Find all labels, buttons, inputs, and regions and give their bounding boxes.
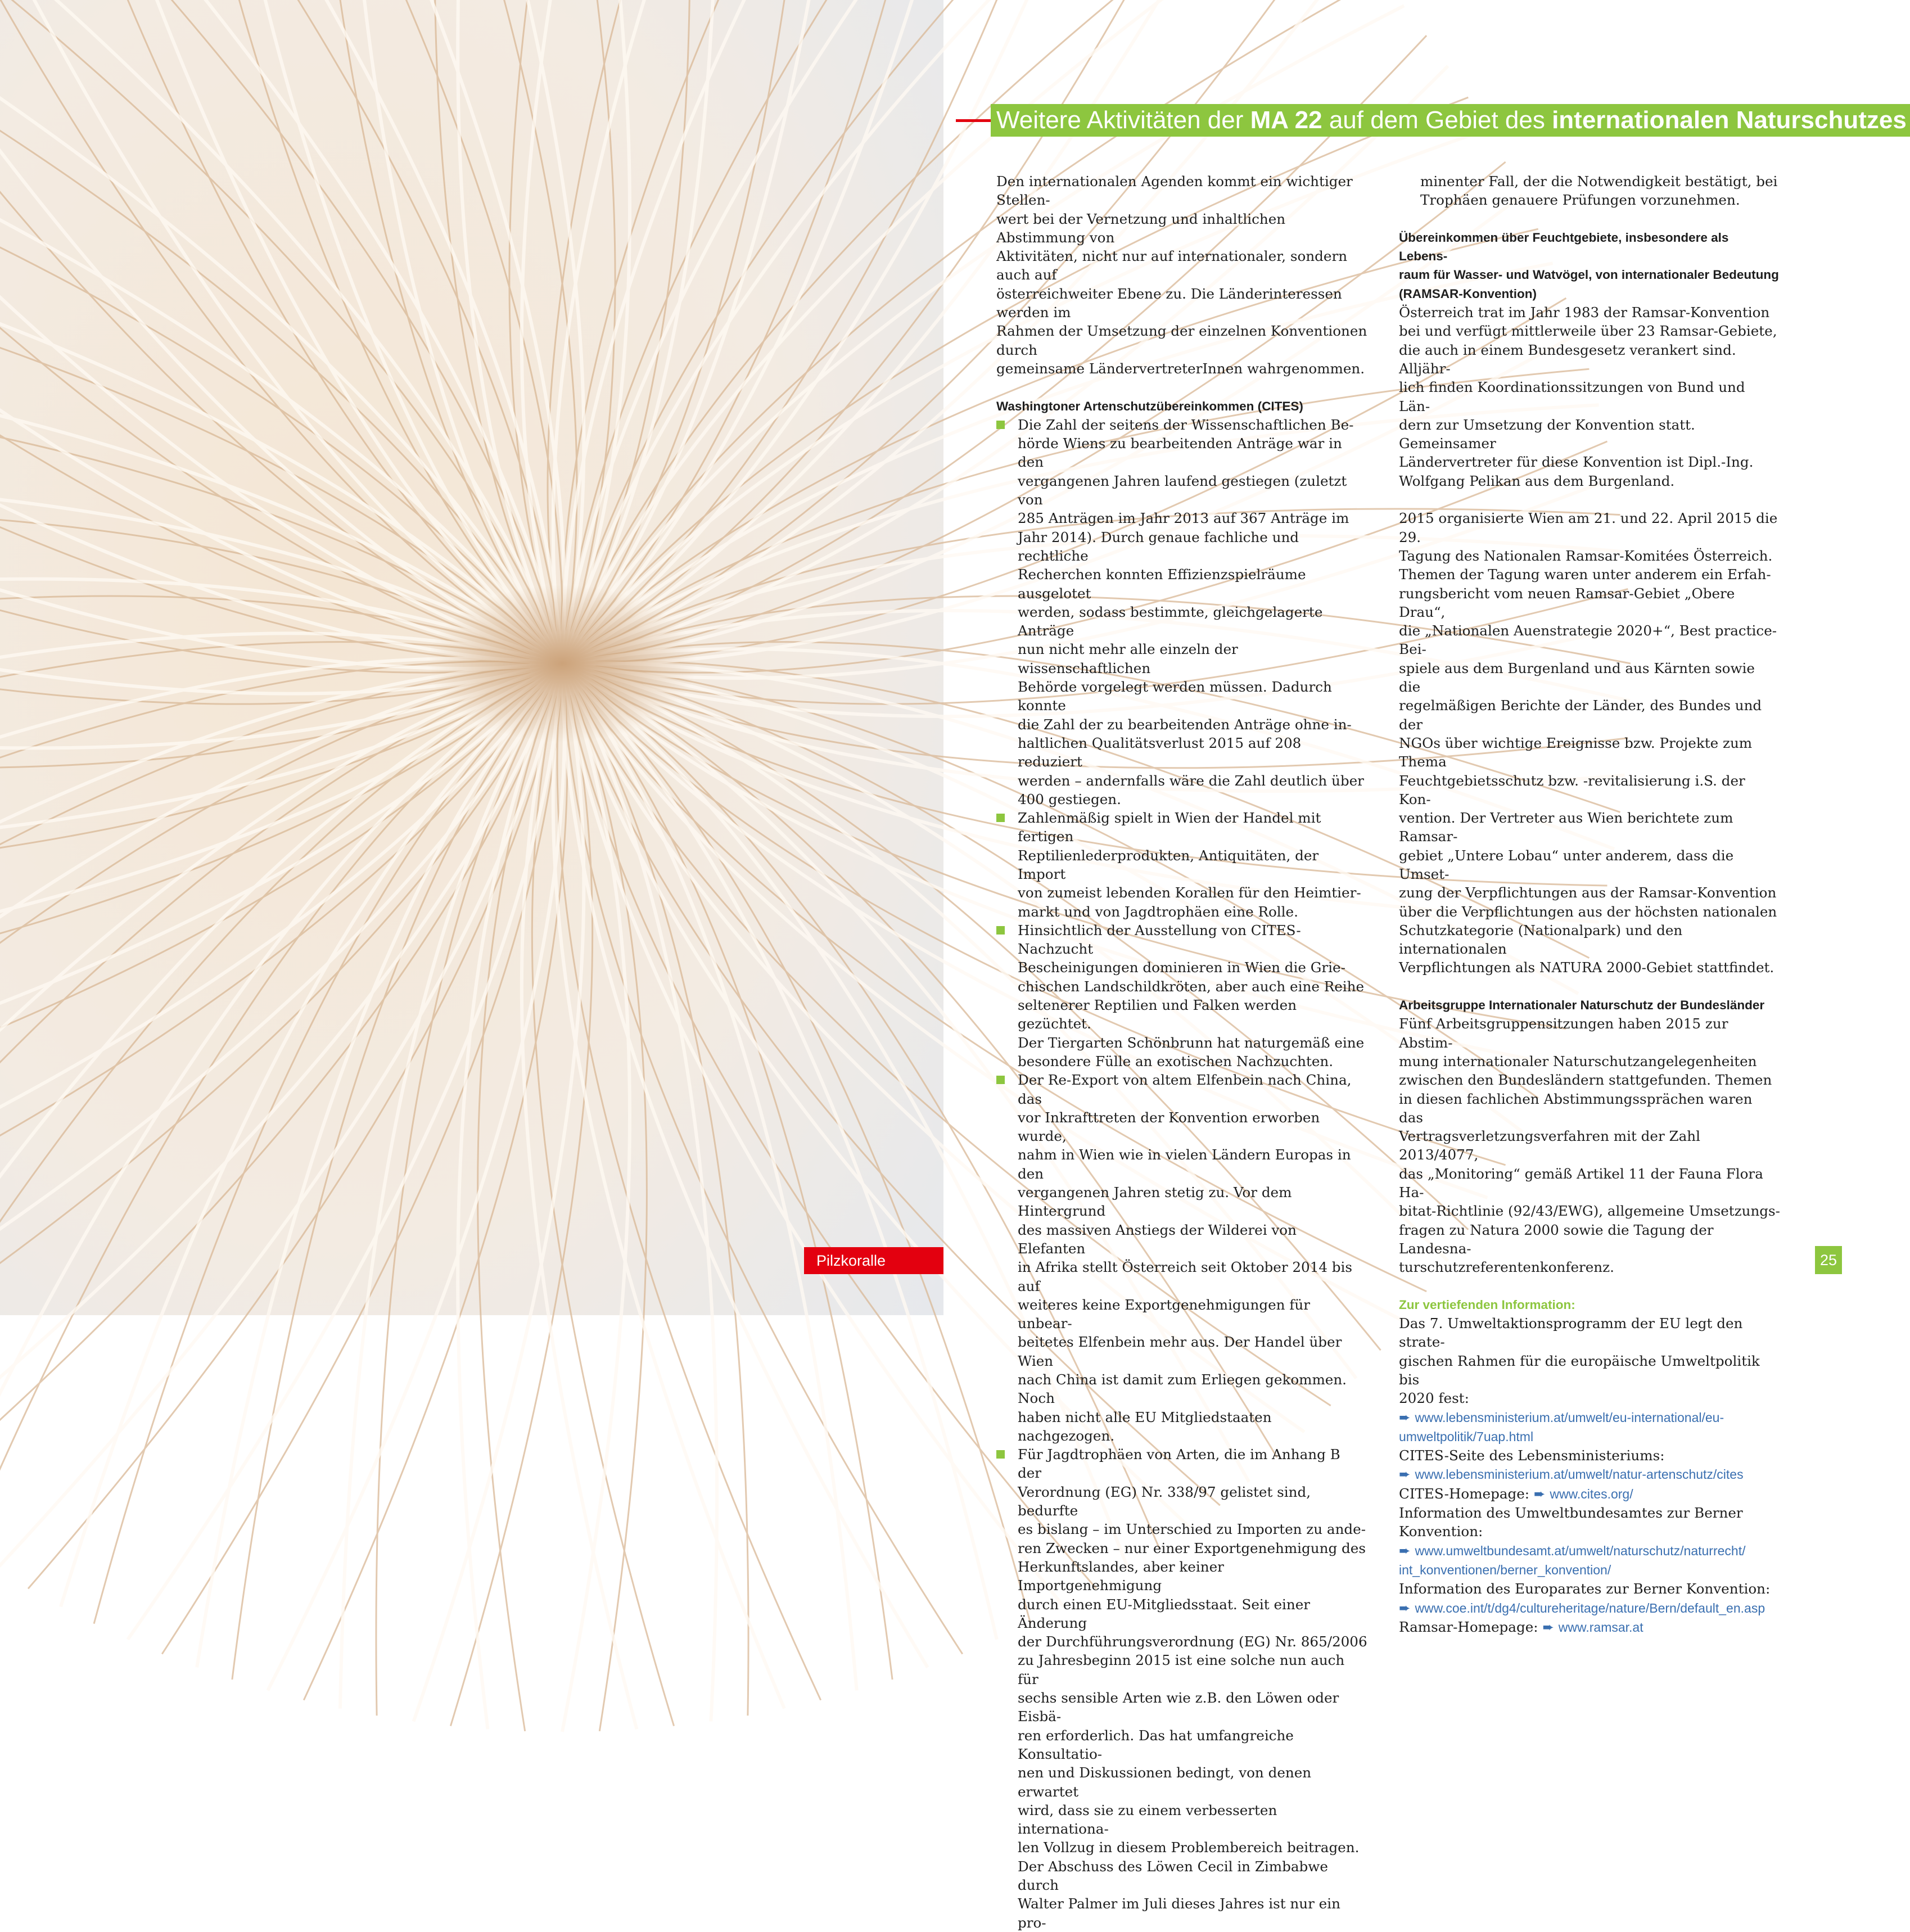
text-line: werden – andernfalls wäre die Zahl deutlich über [1018,772,1364,789]
text-line: rungsbericht vom neuen Ramsar-Gebiet „Obere Drau“, [1399,585,1735,620]
text-line: Themen der Tagung waren unter anderem ein Erfah- [1399,566,1771,583]
cites-label: CITES-Seite des Lebensministeriums: [1399,1447,1665,1464]
heading-line: (RAMSAR-Konvention) [1399,286,1537,301]
text-line: Aktivitäten, nicht nur auf internationaler, sondern auch auf [996,248,1348,283]
link-ramsar[interactable]: www.ramsar.at [1558,1619,1643,1635]
cites-bullet-item [996,809,1367,921]
text-line: gemeinsame LändervertreterInnen wahrgenommen. [996,360,1365,377]
cites-home-label: CITES-Homepage: [1399,1485,1534,1502]
arrow-icon: ➨ [1399,1466,1411,1483]
arbeitsgruppe-paragraph [1399,1014,1780,1276]
arrow-icon: ➨ [1399,1599,1411,1616]
text-line: fragen zu Natura 2000 sowie die Tagung der Landesna- [1399,1221,1714,1257]
text-line: Zahlenmäßig spielt in Wien der Handel mit fertigen [1018,810,1321,845]
ramsar-home-line [1399,1618,1780,1637]
text-line: vergangenen Jahren laufend gestiegen (zuletzt von [1018,472,1347,508]
text-line: nen und Diskussionen bedingt, von denen erwartet [1018,1764,1312,1800]
text-line: Feuchtgebietsschutz bzw. -revitalisierung i.S. der Kon- [1399,772,1745,807]
link-line [1399,1427,1780,1446]
arbeitsgruppe-heading: Arbeitsgruppe Internationaler Naturschutz der Bundesländer [1399,998,1765,1013]
text-line: Wolfgang Pelikan aus dem Burgenland. [1399,472,1675,489]
text-line: zu Jahresbeginn 2015 ist eine solche nun auch für [1018,1652,1345,1687]
text-line: Den internationalen Agenden kommt ein wichtiger Stellen- [996,173,1353,209]
cites-home-line [1399,1484,1780,1504]
arrow-icon: ➨ [1399,1409,1411,1425]
text-line: nach China ist damit zum Erliegen gekommen. Noch [1018,1371,1347,1407]
link-umweltbundesamt-cont[interactable]: int_konventionen/berner_konvention/ [1399,1562,1611,1577]
text-line: die auch in einem Bundesgesetz verankert sind. Alljähr- [1399,341,1736,377]
text-line: Hinsichtlich der Ausstellung von CITES-Nachzucht [1018,922,1301,958]
page-number: 25 [1815,1246,1842,1274]
cites-bullet-item [996,1445,1367,1932]
text-line: bei und verfügt mittlerweile über 23 Ramsar-Gebiete, [1399,323,1777,340]
photo-caption: Pilzkoralle [804,1247,943,1274]
text-line: Der Tiergarten Schönbrunn hat naturgemäß eine [1018,1034,1365,1051]
text-line: mung internationaler Naturschutzangelegenheiten [1399,1053,1757,1069]
text-line: bitat-Richtlinie (92/43/EWG), allgemeine Umsetzungs- [1399,1203,1780,1220]
link-coe[interactable]: www.coe.int/t/dg4/cultureheritage/nature/Bern/default_en.asp [1415,1600,1765,1615]
text-line: Tagung des Nationalen Ramsar-Komitées Österreich. [1399,547,1773,564]
text-line: len Vollzug in diesem Problembereich beitragen. [1018,1839,1360,1856]
cites-heading: Washingtoner Artenschutzübereinkommen (CITES) [996,399,1303,413]
cites-bullet-item [996,1071,1367,1445]
text-line: besondere Fülle an exotischen Nachzuchten. [1018,1053,1334,1069]
info-heading: Zur vertiefenden Information: [1399,1297,1575,1312]
text-line: gischen Rahmen für die europäische Umweltpolitik bis [1399,1352,1760,1388]
text-line: des massiven Anstiegs der Wilderei von Elefanten [1018,1221,1297,1257]
text-line: das „Monitoring“ gemäß Artikel 11 der Fauna Flora Ha- [1399,1165,1763,1201]
text-line: der Durchführungsverordnung (EG) Nr. 865/2006 [1018,1633,1367,1650]
heading-bold-ma22: MA 22 [1250,106,1322,134]
heading-text: Weitere Aktivitäten der [996,106,1250,134]
text-line: durch einen EU-Mitgliedsstaat. Seit einer Änderung [1018,1596,1311,1631]
link-line [1399,1541,1780,1560]
arrow-icon: ➨ [1542,1618,1554,1635]
text-line: Für Jagdtrophäen von Arten, die im Anhang B der [1018,1446,1340,1482]
text-line: seltenerer Reptilien und Falken werden gezüchtet. [1018,997,1297,1032]
text-line: nun nicht mehr alle einzeln der wissenschaftlichen [1018,641,1238,676]
coral-illustration [0,0,943,1315]
text-line: Österreich trat im Jahr 1983 der Ramsar-Konvention [1399,304,1770,321]
berner-label: Information des Umweltbundesamtes zur Berner Konvention: [1399,1505,1743,1540]
link-lebensministerium-cites[interactable]: www.lebensministerium.at/umwelt/natur-artenschutz/cites [1415,1467,1744,1482]
arrow-icon: ➨ [1533,1485,1546,1502]
text-line: spiele aus dem Burgenland und aus Kärnten sowie die [1399,660,1755,696]
text-line: lich finden Koordinationssitzungen von Bund und Län- [1399,379,1745,414]
text-column-right [1399,172,1780,1637]
text-line: österreichweiter Ebene zu. Die Länderinteressen werden im [996,285,1342,321]
ramsar-paragraph-1 [1399,303,1780,490]
text-line: Vertragsverletzungsverfahren mit der Zahl 2013/4077, [1399,1128,1700,1163]
text-line: Behörde vorgelegt werden müssen. Dadurch konnte [1018,679,1332,714]
europarat-label: Information des Europarates zur Berner Konvention: [1399,1581,1771,1597]
text-line: chischen Landschildkröten, aber auch eine Reihe [1018,978,1365,995]
coral-photo [0,0,943,1315]
text-line: vention. Der Vertreter aus Wien berichtete zum Ramsar- [1399,810,1733,845]
text-line: über die Verpflichtungen aus der höchsten nationalen [1399,903,1777,920]
text-line: Verordnung (EG) Nr. 338/97 gelistet sind, bedurfte [1018,1483,1311,1519]
link-cites-org[interactable]: www.cites.org/ [1550,1486,1633,1501]
text-line: ren Zwecken – nur einer Exportgenehmigung des [1018,1540,1366,1556]
text-line: Ländervertreter für diese Konvention ist Dipl.-Ing. [1399,454,1754,471]
text-line: die Zahl der zu bearbeitenden Anträge ohne in- [1018,716,1352,733]
text-line: Verpflichtungen als NATURA 2000-Gebiet stattfindet. [1399,959,1774,976]
text-line: 400 gestiegen. [1018,791,1121,807]
text-line: Die Zahl der seitens der Wissenschaftlichen Be- [1018,416,1354,433]
text-line: vergangenen Jahren stetig zu. Vor dem Hintergrund [1018,1184,1292,1220]
text-line: vor Inkrafttreten der Konvention erworben wurde, [1018,1109,1320,1145]
ramsar-paragraph-2 [1399,509,1780,977]
text-line: es bislang – im Unterschied zu Importen zu ande- [1018,1521,1366,1538]
text-line: werden, sodass bestimmte, gleichgelagerte Anträge [1018,603,1323,639]
link-line [1399,1465,1780,1484]
text-line: turschutzreferentenkonferenz. [1399,1259,1614,1276]
text-line: 285 Anträgen im Jahr 2013 auf 367 Anträge im [1018,510,1349,527]
text-line: wert bei der Vernetzung und inhaltlichen Abstimmung von [996,210,1286,246]
link-7uap[interactable]: www.lebensministerium.at/umwelt/eu-international/eu- [1415,1410,1724,1425]
text-line: regelmäßigen Berichte der Länder, des Bundes und der [1399,697,1762,733]
text-line: dern zur Umsetzung der Konvention statt. Gemeinsamer [1399,416,1695,452]
text-line: Recherchen konnten Effizienzspielräume ausgelotet [1018,566,1306,602]
text-line: Das 7. Umweltaktionsprogramm der EU legt den strate- [1399,1315,1743,1351]
link-7uap-cont[interactable]: umweltpolitik/7uap.html [1399,1429,1534,1444]
text-line: Herkunftslandes, aber keiner Importgenehmigung [1018,1558,1224,1594]
text-line: die „Nationalen Auenstrategie 2020+“, Best practice-Bei- [1399,622,1777,658]
link-line [1399,1560,1780,1579]
text-line: wird, dass sie zu einem verbesserten internationa- [1018,1802,1277,1838]
link-line [1399,1599,1780,1618]
text-line: sechs sensible Arten wie z.B. den Löwen oder Eisbä- [1018,1690,1339,1725]
text-line: nahm in Wien wie in vielen Ländern Europas in den [1018,1146,1351,1182]
text-column-left [996,172,1367,1932]
text-line: 2020 fest: [1399,1390,1469,1407]
heading-text: auf dem Gebiet des [1322,106,1552,134]
text-line: in diesen fachlichen Abstimmungssprächen waren das [1399,1090,1753,1126]
link-umweltbundesamt[interactable]: www.umweltbundesamt.at/umwelt/naturschutz/naturrecht/ [1415,1543,1746,1558]
continuation-paragraph [1399,172,1780,210]
text-line: gebiet „Untere Lobau“ unter anderem, dass die Umset- [1399,847,1734,882]
text-line: markt und von Jagdtrophäen eine Rolle. [1018,903,1298,920]
heading-line: raum für Wasser- und Watvögel, von internationaler Bedeutung [1399,268,1779,282]
text-line: minenter Fall, der die Notwendigkeit bestätigt, bei [1420,173,1778,189]
text-line: Schutzkategorie (Nationalpark) und den internationalen [1399,922,1683,958]
ramsar-heading [1399,228,1780,303]
text-line: Bescheinigungen dominieren in Wien die Grie- [1018,959,1345,976]
heading-bold-topic: internationalen Naturschutzes [1552,106,1907,134]
intro-paragraph [996,172,1367,378]
text-line: 2015 organisierte Wien am 21. und 22. April 2015 die 29. [1399,510,1778,545]
text-line: beitetes Elfenbein mehr aus. Der Handel über Wien [1018,1334,1342,1369]
text-line: Fünf Arbeitsgruppensitzungen haben 2015 zur Abstim- [1399,1015,1728,1051]
text-line: von zumeist lebenden Korallen für den Heimtier- [1018,884,1361,901]
ramsar-home-label: Ramsar-Homepage: [1399,1618,1543,1635]
text-line: zwischen den Bundesländern stattgefunden. Themen [1399,1072,1772,1089]
text-line: weiteres keine Exportgenehmigungen für unbear- [1018,1296,1310,1332]
text-line: Rahmen der Umsetzung der einzelnen Konventionen durch [996,323,1367,358]
arrow-icon: ➨ [1399,1542,1411,1559]
text-line: zung der Verpflichtungen aus der Ramsar-Konvention [1399,884,1777,901]
cites-bullet-list [996,416,1367,1932]
text-line: hörde Wiens zu bearbeitenden Anträge war in den [1018,435,1342,471]
link-line [1399,1408,1780,1427]
text-line: Walter Palmer im Juli dieses Jahres ist nur ein pro- [1018,1895,1340,1931]
text-line: Der Re-Export von altem Elfenbein nach China, das [1018,1072,1352,1107]
text-line: in Afrika stellt Österreich seit Oktober 2014 bis auf [1018,1259,1353,1294]
text-line: haltlichen Qualitätsverlust 2015 auf 208 reduziert [1018,734,1302,770]
cites-bullet-item [996,921,1367,1071]
text-line: NGOs über wichtige Ereignisse bzw. Projekte zum Thema [1399,734,1753,770]
info-paragraph [1399,1314,1780,1407]
text-line: Der Abschuss des Löwen Cecil in Zimbabwe durch [1018,1858,1328,1894]
section-heading [991,104,1910,137]
text-line: Trophäen genauere Prüfungen vorzunehmen. [1420,192,1740,209]
cites-bullet-item [996,416,1367,809]
text-line: haben nicht alle EU Mitgliedstaaten nachgezogen. [1018,1409,1272,1444]
text-line: ren erforderlich. Das hat umfangreiche Konsultatio- [1018,1727,1294,1762]
heading-line: Übereinkommen über Feuchtgebiete, insbesondere als Lebens- [1399,230,1729,264]
text-line: Jahr 2014). Durch genaue fachliche und rechtliche [1018,529,1299,564]
text-line: Reptilienlederprodukten, Antiquitäten, der Import [1018,847,1319,882]
